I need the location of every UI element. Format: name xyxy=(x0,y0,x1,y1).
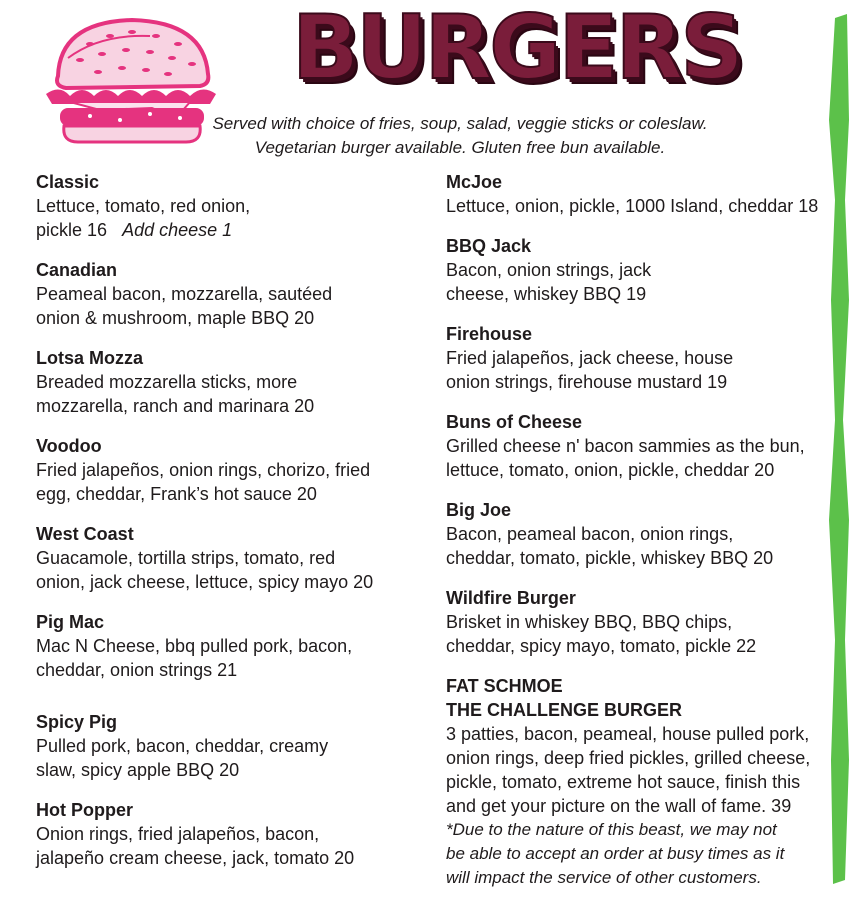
menu-item-pig-mac xyxy=(36,610,416,682)
menu-item-west-coast xyxy=(36,522,416,594)
menu-item-voodoo xyxy=(36,434,416,506)
item-name: FAT SCHMOE xyxy=(446,676,563,696)
challenge-note: will impact the service of other customers. xyxy=(446,868,762,887)
menu-subtitle xyxy=(200,112,720,160)
item-desc: Guacamole, tortilla strips, tomato, red xyxy=(36,548,336,568)
menu-item-bbq-jack xyxy=(446,234,836,306)
item-desc: Onion rings, fried jalapeños, bacon, xyxy=(36,824,320,844)
menu-title xyxy=(292,0,741,114)
item-desc: jalapeño cream cheese, jack, tomato 20 xyxy=(36,848,355,868)
item-desc: Breaded mozzarella sticks, more xyxy=(36,372,298,392)
item-name: Wildfire Burger xyxy=(446,588,576,608)
item-subname: THE CHALLENGE BURGER xyxy=(446,700,683,720)
item-name: BBQ Jack xyxy=(446,236,532,256)
item-desc: lettuce, tomato, onion, pickle, cheddar 20 xyxy=(446,460,775,480)
menu-right-column xyxy=(446,170,836,906)
item-name: Buns of Cheese xyxy=(446,412,583,432)
item-desc: cheddar, spicy mayo, tomato, pickle 22 xyxy=(446,636,757,656)
item-desc: Fried jalapeños, onion rings, chorizo, fried xyxy=(36,460,371,480)
item-desc: Bacon, onion strings, jack xyxy=(446,260,652,280)
subtitle-line: Vegetarian burger available. Gluten free bun available. xyxy=(254,138,666,157)
menu-item-big-joe xyxy=(446,498,836,570)
item-desc: cheddar, tomato, pickle, whiskey BBQ 20 xyxy=(446,548,774,568)
item-name: Voodoo xyxy=(36,436,102,456)
item-name: McJoe xyxy=(446,172,503,192)
item-desc: egg, cheddar, Frank’s hot sauce 20 xyxy=(36,484,317,504)
item-name: Pig Mac xyxy=(36,612,105,632)
title-text: BURGERS xyxy=(292,0,741,99)
item-desc: Bacon, peameal bacon, onion rings, xyxy=(446,524,734,544)
item-desc: slaw, spicy apple BBQ 20 xyxy=(36,760,240,780)
item-price-text: pickle 16 xyxy=(36,220,108,240)
item-desc xyxy=(36,218,416,242)
item-name: Canadian xyxy=(36,260,118,280)
item-desc: Fried jalapeños, jack cheese, house xyxy=(446,348,734,368)
item-desc: cheddar, onion strings 21 xyxy=(36,660,238,680)
menu-item-wildfire-burger xyxy=(446,586,836,658)
item-name: Classic xyxy=(36,172,100,192)
item-name: Spicy Pig xyxy=(36,712,118,732)
item-desc: Grilled cheese n' bacon sammies as the bun, xyxy=(446,436,805,456)
menu-item-firehouse xyxy=(446,322,836,394)
burger-illustration-icon xyxy=(40,14,222,146)
menu-item-mcjoe xyxy=(446,170,836,218)
item-desc: onion & mushroom, maple BBQ 20 xyxy=(36,308,315,328)
item-desc: mozzarella, ranch and marinara 20 xyxy=(36,396,315,416)
spacer xyxy=(36,698,416,710)
item-desc: Pulled pork, bacon, cheddar, creamy xyxy=(36,736,329,756)
menu-item-canadian xyxy=(36,258,416,330)
subtitle-line: Served with choice of fries, soup, salad, veggie sticks or coleslaw. xyxy=(212,114,708,133)
menu-item-classic xyxy=(36,170,416,242)
item-desc: Peameal bacon, mozzarella, sautéed xyxy=(36,284,333,304)
item-desc: 3 patties, bacon, peameal, house pulled pork, xyxy=(446,724,810,744)
item-desc: onion strings, firehouse mustard 19 xyxy=(446,372,728,392)
menu-item-hot-popper xyxy=(36,798,416,870)
item-desc: pickle, tomato, extreme hot sauce, finish this xyxy=(446,772,801,792)
item-desc: Lettuce, tomato, red onion, xyxy=(36,196,251,216)
menu-item-lotsa-mozza xyxy=(36,346,416,418)
item-desc: onion, jack cheese, lettuce, spicy mayo 20 xyxy=(36,572,374,592)
item-desc: cheese, whiskey BBQ 19 xyxy=(446,284,647,304)
item-name: Lotsa Mozza xyxy=(36,348,144,368)
item-desc: and get your picture on the wall of fame. 39 xyxy=(446,796,792,816)
item-name: Firehouse xyxy=(446,324,533,344)
menu-item-buns-of-cheese xyxy=(446,410,836,482)
menu-item-spicy-pig xyxy=(36,710,416,782)
item-name: Hot Popper xyxy=(36,800,133,820)
addon-note: Add cheese 1 xyxy=(122,220,233,240)
item-desc: Brisket in whiskey BBQ, BBQ chips, xyxy=(446,612,733,632)
challenge-note: *Due to the nature of this beast, we may not xyxy=(446,820,777,839)
item-name: Big Joe xyxy=(446,500,512,520)
challenge-note: be able to accept an order at busy times as it xyxy=(446,844,785,863)
item-desc: onion rings, deep fried pickles, grilled cheese, xyxy=(446,748,811,768)
item-name: West Coast xyxy=(36,524,134,544)
menu-left-column xyxy=(36,170,416,886)
menu-item-fat-schmoe xyxy=(446,674,836,890)
item-desc: Lettuce, onion, pickle, 1000 Island, cheddar 18 xyxy=(446,196,819,216)
item-desc: Mac N Cheese, bbq pulled pork, bacon, xyxy=(36,636,353,656)
